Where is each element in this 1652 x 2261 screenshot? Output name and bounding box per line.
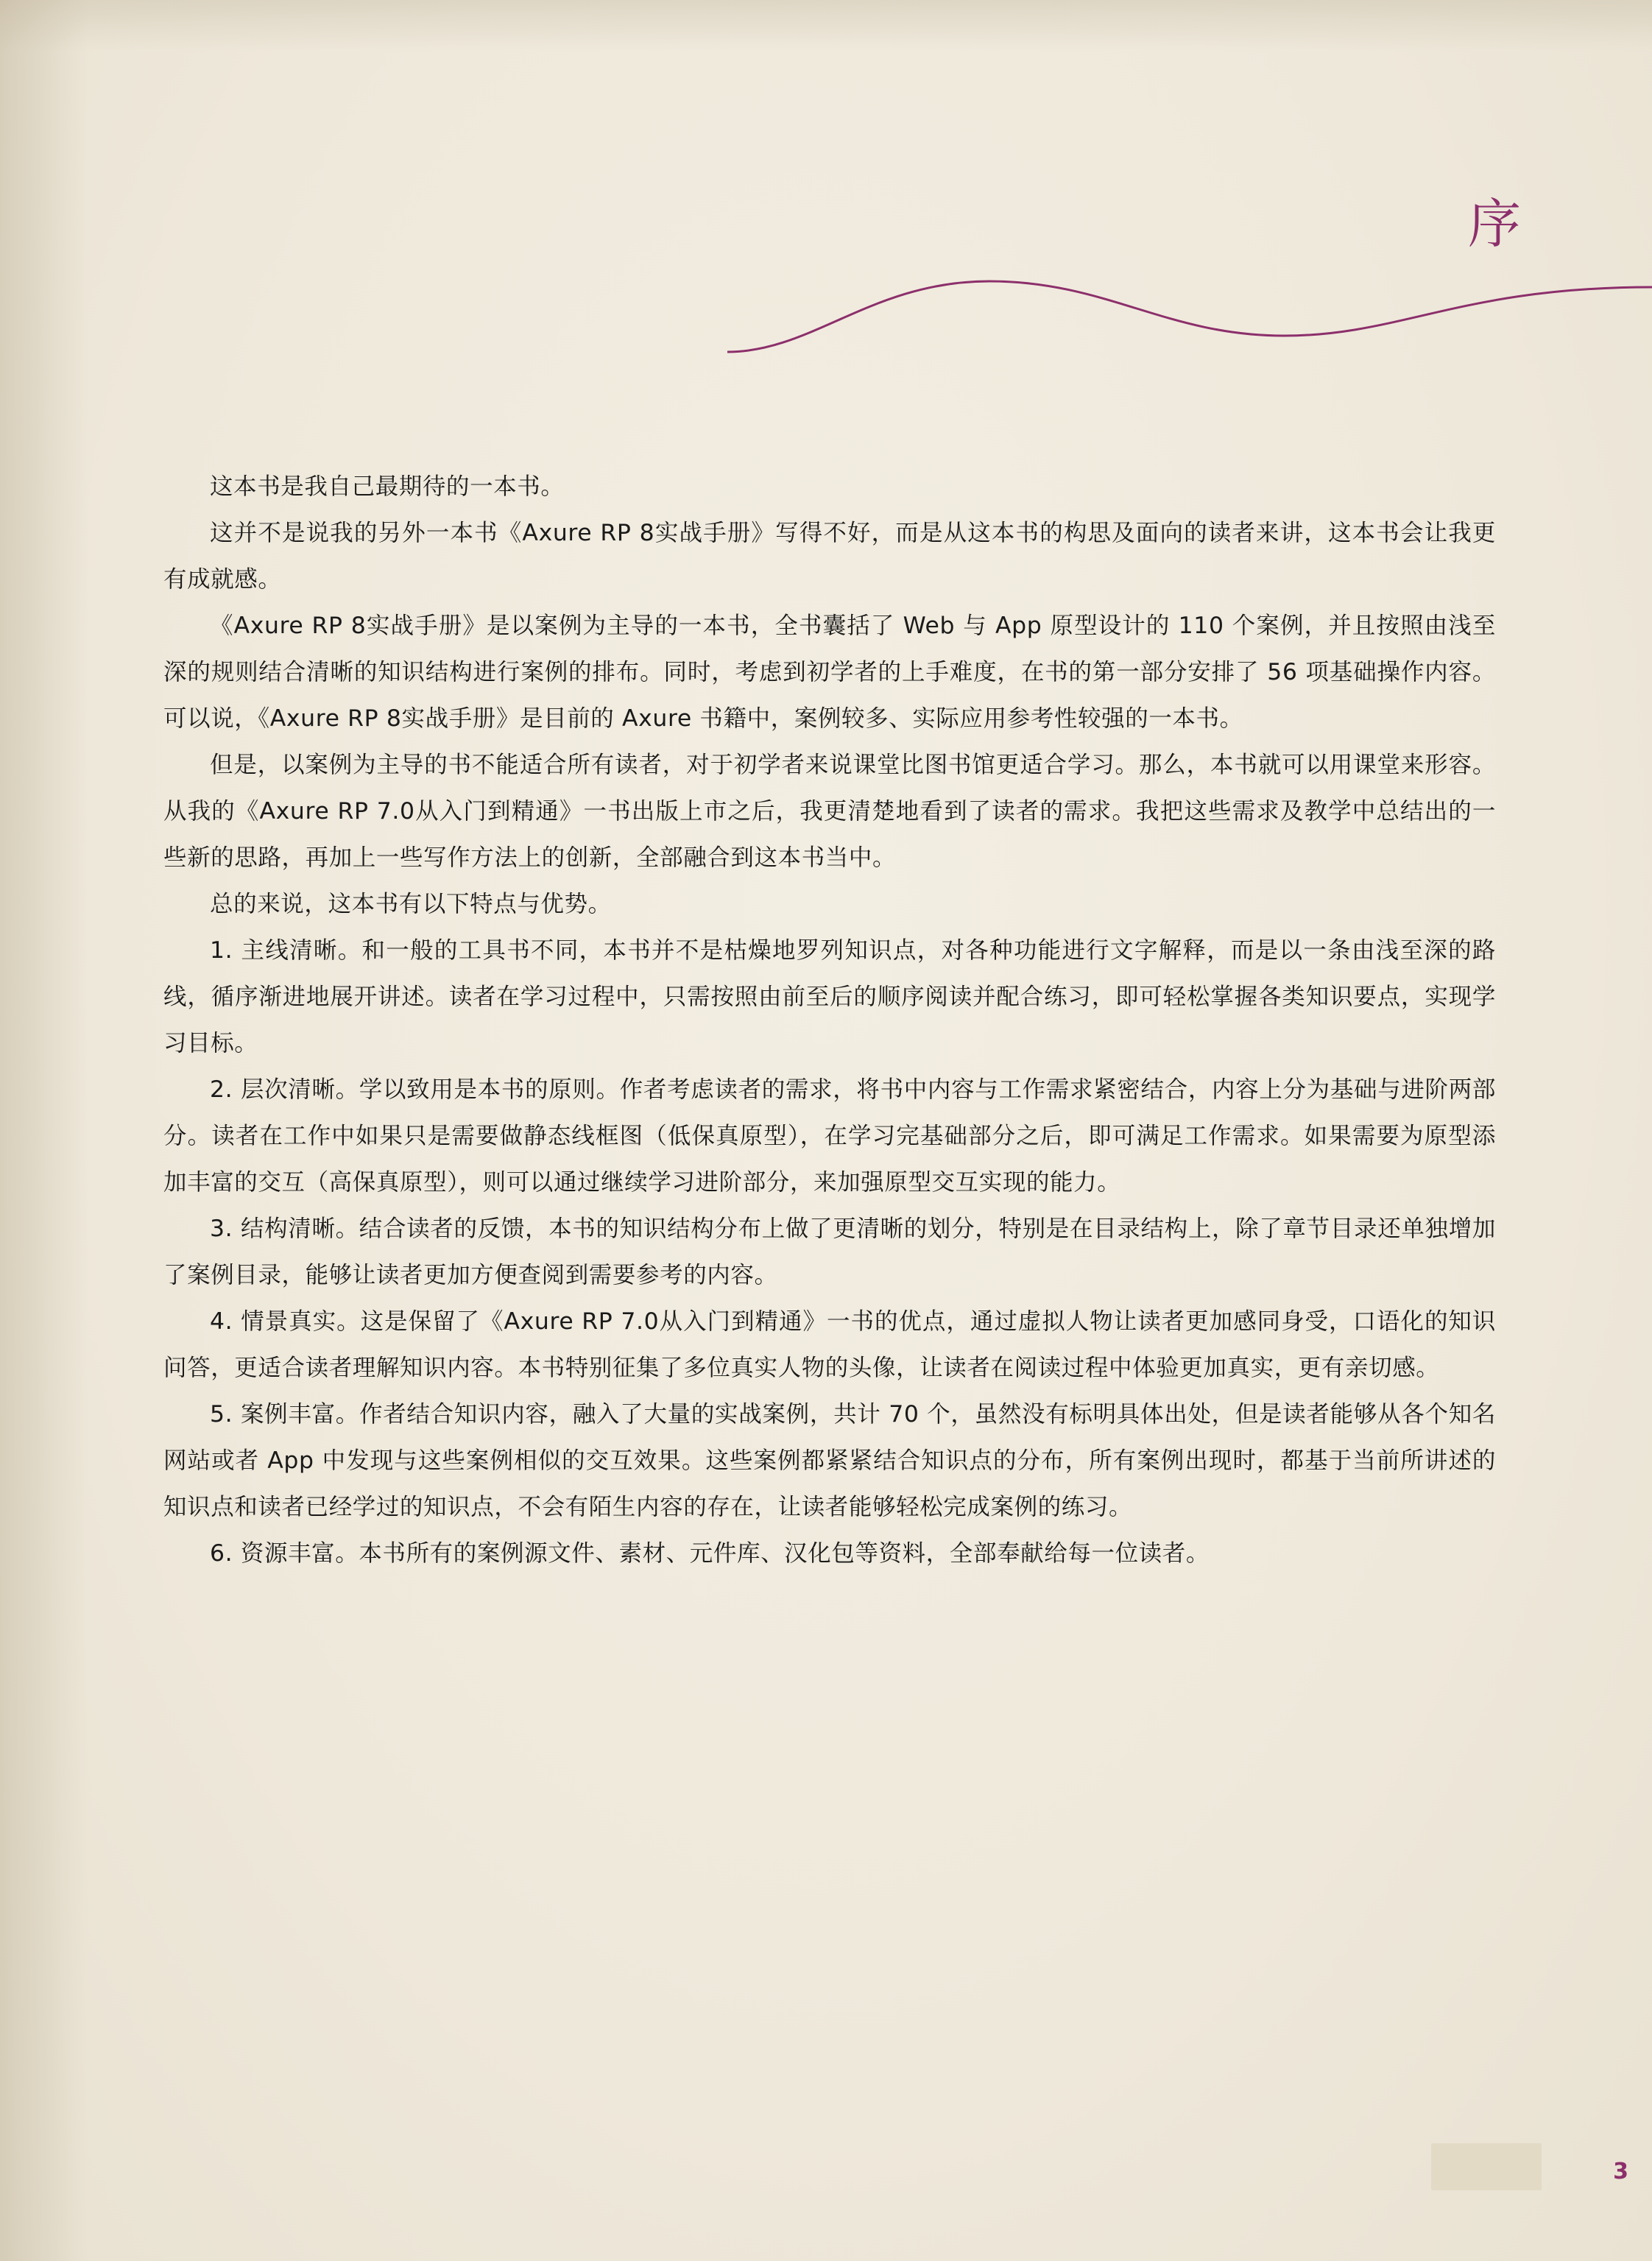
chapter-mark: 序 (1467, 193, 1522, 255)
list-item: 5. 案例丰富。作者结合知识内容，融入了大量的实战案例，共计 70 个，虽然没有标明具体出处，但是读者能够从各个知名网站或者 App 中发现与这些案例相似的交互效果。这些案例都紧紧结合知识点的分布，所有案例出现时，都基于当前所讲述的知识点和读者已经学过的知识点，不会有陌生内容的存在，让读者能够轻松完成案例的练习。 (163, 1401, 1496, 1520)
paragraph: 这并不是说我的另外一本书《Axure RP 8实战手册》写得不好，而是从这本书的构思及面向的读者来讲，这本书会让我更有成就感。 (163, 520, 1496, 593)
decorative-swoosh-icon (724, 265, 1652, 361)
paragraph: 但是，以案例为主导的书不能适合所有读者，对于初学者来说课堂比图书馆更适合学习。那么，本书就可以用课堂来形容。从我的《Axure RP 7.0从入门到精通》一书出版上市之后，我更清楚地看到了读者的需求。我把这些需求及教学中总结出的一些新的思路，再加上一些写作方法上的创新，全部融合到这本书当中。 (163, 752, 1496, 871)
body-content (163, 464, 1496, 1577)
list-item: 4. 情景真实。这是保留了《Axure RP 7.0从入门到精通》一书的优点，通过虚拟人物让读者更加感同身受，口语化的知识问答，更适合读者理解知识内容。本书特别征集了多位真实人物的头像，让读者在阅读过程中体验更加真实，更有亲切感。 (163, 1308, 1496, 1381)
page-number: 3 (1613, 2159, 1628, 2184)
paragraph: 总的来说，这本书有以下特点与优势。 (210, 891, 612, 917)
page-header (0, 0, 1652, 383)
list-item: 2. 层次清晰。学以致用是本书的原则。作者考虑读者的需求，将书中内容与工作需求紧密结合，内容上分为基础与进阶两部分。读者在工作中如果只是需要做静态线框图（低保真原型），在学习完基础部分之后，即可满足工作需求。如果需要为原型添加丰富的交互（高保真原型），则可以通过继续学习进阶部分，来加强原型交互实现的能力。 (163, 1076, 1496, 1196)
list-item: 1. 主线清晰。和一般的工具书不同，本书并不是枯燥地罗列知识点，对各种功能进行文字解释，而是以一条由浅至深的路线，循序渐进地展开讲述。读者在学习过程中，只需按照由前至后的顺序阅读并配合练习，即可轻松掌握各类知识要点，实现学习目标。 (163, 937, 1496, 1057)
list-item: 3. 结构清晰。结合读者的反馈，本书的知识结构分布上做了更清晰的划分，特别是在目录结构上，除了章节目录还单独增加了案例目录，能够让读者更加方便查阅到需要参考的内容。 (163, 1216, 1496, 1288)
paragraph: 《Axure RP 8实战手册》是以案例为主导的一本书，全书囊括了 Web 与 App 原型设计的 110 个案例，并且按照由浅至深的规则结合清晰的知识结构进行案例的排布。同时，考虑到初学者的上手难度，在书的第一部分安排了 56 项基础操作内容。可以说，《Axure RP 8实战手册》是目前的 Axure 书籍中，案例较多、实际应用参考性较强的一本书。 (163, 613, 1496, 732)
paragraph: 这本书是我自己最期待的一本书。 (210, 473, 565, 500)
folio-block (1431, 2143, 1542, 2190)
list-item: 6. 资源丰富。本书所有的案例源文件、素材、元件库、汉化包等资料，全部奉献给每一位读者。 (210, 1540, 1210, 1567)
